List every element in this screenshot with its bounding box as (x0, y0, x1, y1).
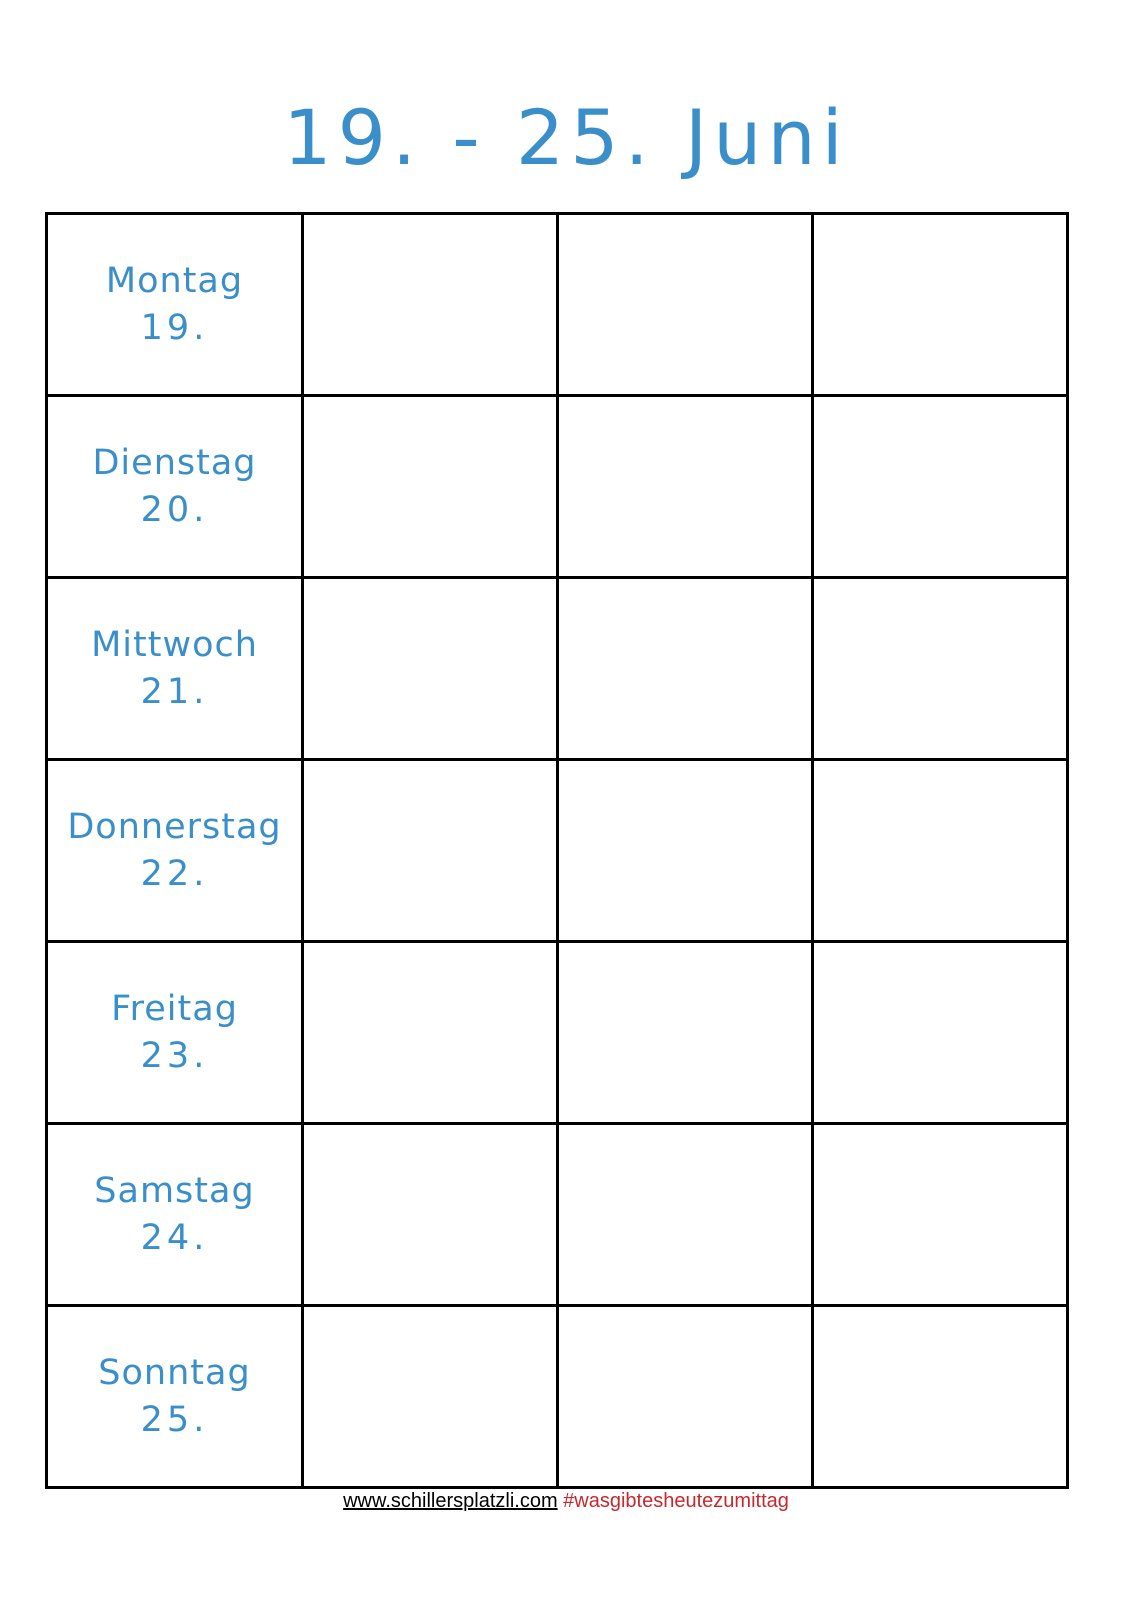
weekly-planner-table (45, 212, 1069, 1489)
day-date: 25. (140, 1399, 209, 1440)
entry-cell[interactable] (813, 396, 1068, 578)
day-label-cell (47, 396, 303, 578)
entry-cell[interactable] (813, 1124, 1068, 1306)
entry-cell[interactable] (303, 1124, 558, 1306)
entry-cell[interactable] (813, 760, 1068, 942)
entry-cell[interactable] (558, 1306, 813, 1488)
entry-cell[interactable] (558, 578, 813, 760)
entry-cell[interactable] (813, 942, 1068, 1124)
entry-cell[interactable] (813, 1306, 1068, 1488)
entry-cell[interactable] (558, 396, 813, 578)
day-name: Dienstag (92, 442, 257, 483)
day-label-cell (47, 1124, 303, 1306)
day-label-cell (47, 760, 303, 942)
entry-cell[interactable] (813, 214, 1068, 396)
day-date: 19. (140, 307, 209, 348)
entry-cell[interactable] (558, 760, 813, 942)
day-name: Sonntag (98, 1352, 251, 1393)
day-name: Mittwoch (91, 624, 258, 665)
table-row (47, 396, 1068, 578)
footer (0, 1490, 1132, 1513)
day-label-cell (47, 578, 303, 760)
table-row (47, 578, 1068, 760)
day-name: Samstag (94, 1170, 255, 1211)
day-name: Freitag (111, 988, 238, 1029)
page-title: 19. - 25. Juni (283, 93, 849, 182)
entry-cell[interactable] (303, 396, 558, 578)
day-name: Montag (105, 260, 244, 301)
day-label-cell (47, 942, 303, 1124)
day-date: 23. (140, 1035, 209, 1076)
day-date: 20. (140, 489, 209, 530)
day-date: 21. (140, 671, 209, 712)
table-row (47, 1306, 1068, 1488)
day-date: 22. (140, 853, 209, 894)
table-row (47, 760, 1068, 942)
day-label-cell (47, 214, 303, 396)
day-date: 24. (140, 1217, 209, 1258)
entry-cell[interactable] (303, 942, 558, 1124)
entry-cell[interactable] (813, 578, 1068, 760)
entry-cell[interactable] (303, 760, 558, 942)
day-name: Donnerstag (67, 806, 282, 847)
entry-cell[interactable] (303, 214, 558, 396)
entry-cell[interactable] (303, 578, 558, 760)
entry-cell[interactable] (558, 1124, 813, 1306)
entry-cell[interactable] (558, 214, 813, 396)
table-row (47, 214, 1068, 396)
entry-cell[interactable] (558, 942, 813, 1124)
day-label-cell (47, 1306, 303, 1488)
table-row (47, 1124, 1068, 1306)
table-row (47, 942, 1068, 1124)
website-link[interactable]: www.schillersplatzli.com (343, 1490, 558, 1512)
entry-cell[interactable] (303, 1306, 558, 1488)
hashtag-text: #wasgibtesheutezumittag (563, 1490, 789, 1512)
